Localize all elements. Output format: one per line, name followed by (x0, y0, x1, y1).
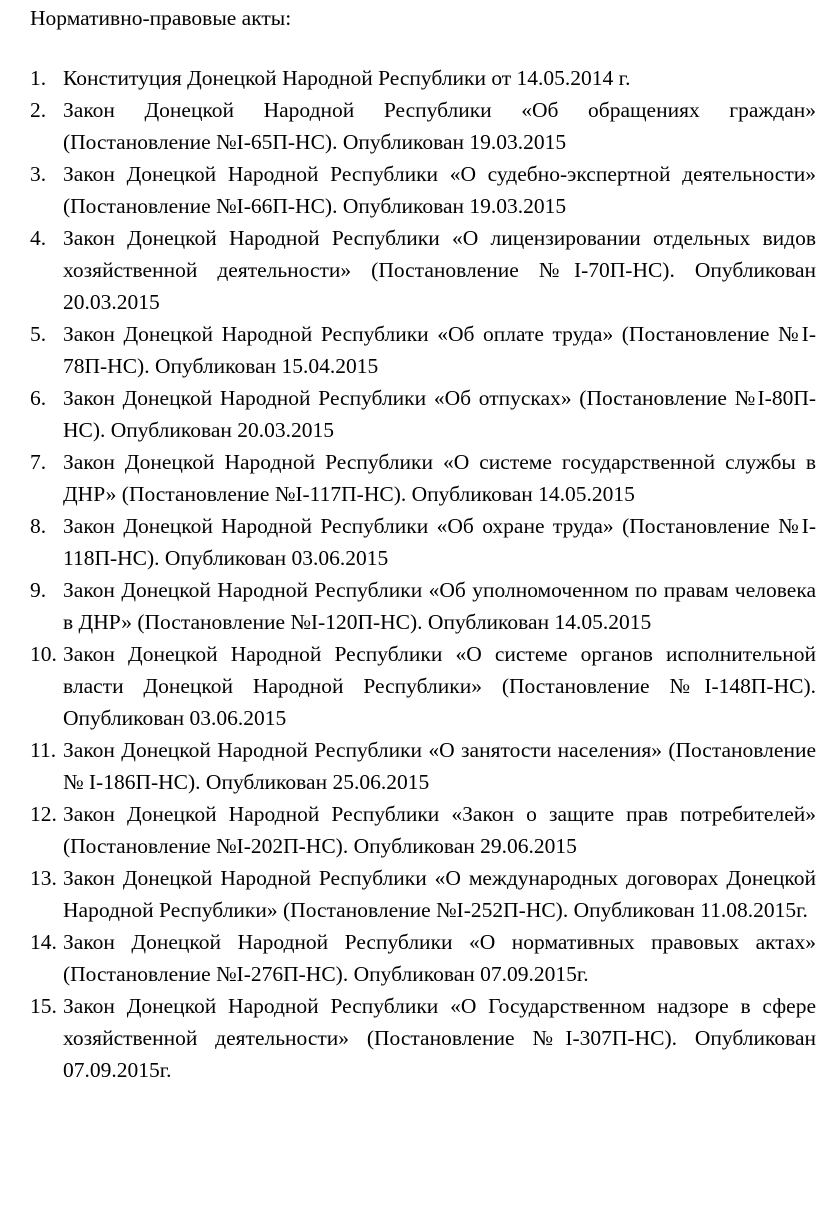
list-item (30, 926, 816, 990)
list-item-text: Закон Донецкой Народной Республики «О судебно-экспертной деятельности» (Постановление №I-66П-НС). Опубликован 19.03.2015 (63, 162, 816, 218)
list-item-text: Закон Донецкой Народной Республики «Об охране труда» (Постановление №I-118П-НС). Опубликован 03.06.2015 (63, 514, 816, 570)
list-item-text: Закон Донецкой Народной Республики «О Государственном надзоре в сфере хозяйственной деятельности» (Постановление №I-307П-НС). Опубликован 07.09.2015г. (63, 994, 816, 1082)
list-item-number: 6. (30, 386, 47, 410)
list-item-number: 1. (30, 66, 47, 90)
list-item-number: 8. (30, 514, 47, 538)
list-item-text: Закон Донецкой Народной Республики «Об отпусках» (Постановление №I-80П-НС). Опубликован 20.03.2015 (63, 386, 816, 442)
document-heading: Нормативно-правовые акты: (30, 6, 292, 30)
list-item-text: Закон Донецкой Народной Республики «О системе государственной службы в ДНР» (Постановление №I-117П-НС). Опубликован 14.05.2015 (63, 450, 816, 506)
list-item-number: 12. (30, 802, 57, 826)
list-item-text: Закон Донецкой Народной Республики «Об оплате труда» (Постановление №I-78П-НС). Опубликован 15.04.2015 (63, 322, 816, 378)
list-item-number: 11. (30, 738, 57, 762)
list-item (30, 318, 816, 382)
list-item-number: 13. (30, 866, 57, 890)
list-item-number: 4. (30, 226, 47, 250)
list-item-text: Закон Донецкой Народной Республики «О нормативных правовых актах» (Постановление №I-276П-НС). Опубликован 07.09.2015г. (63, 930, 816, 986)
legal-acts-list (30, 62, 816, 1086)
list-item (30, 574, 816, 638)
list-item-text: Закон Донецкой Народной Республики «О системе органов исполнительной власти Донецкой Народной Республики» (Постановление №I-148П-НС). Опубликован 03.06.2015 (63, 642, 816, 730)
list-item-number: 10. (30, 642, 57, 666)
list-item (30, 990, 816, 1086)
list-item-number: 15. (30, 994, 57, 1018)
list-item (30, 382, 816, 446)
list-item-number: 14. (30, 930, 57, 954)
list-item-text: Закон Донецкой Народной Республики «О занятости населения» (Постановление № I-186П-НС). Опубликован 25.06.2015 (63, 738, 816, 794)
list-item (30, 798, 816, 862)
list-item (30, 94, 816, 158)
list-item-number: 2. (30, 98, 47, 122)
list-item (30, 222, 816, 318)
list-item (30, 734, 816, 798)
list-item-number: 9. (30, 578, 47, 602)
list-item-text: Закон Донецкой Народной Республики «Закон о защите прав потребителей» (Постановление №I-202П-НС). Опубликован 29.06.2015 (63, 802, 816, 858)
list-item-text: Закон Донецкой Народной Республики «О лицензировании отдельных видов хозяйственной деятельности» (Постановление №I-70П-НС). Опубликован 20.03.2015 (63, 226, 816, 314)
list-item-text: Конституция Донецкой Народной Республики от 14.05.2014 г. (63, 66, 631, 90)
list-item (30, 510, 816, 574)
list-item (30, 62, 816, 94)
list-item (30, 638, 816, 734)
list-item (30, 862, 816, 926)
list-item-text: Закон Донецкой Народной Республики «Об уполномоченном по правам человека в ДНР» (Постановление №I-120П-НС). Опубликован 14.05.2015 (63, 578, 816, 634)
list-item-number: 3. (30, 162, 47, 186)
list-item-text: Закон Донецкой Народной Республики «О международных договорах Донецкой Народной Республики» (Постановление №I-252П-НС). Опубликован 11.08.2015г. (63, 866, 816, 922)
list-item-number: 5. (30, 322, 47, 346)
list-item (30, 158, 816, 222)
list-item-text: Закон Донецкой Народной Республики «Об обращениях граждан» (Постановление №I-65П-НС). Опубликован 19.03.2015 (63, 98, 816, 154)
list-item-number: 7. (30, 450, 47, 474)
list-item (30, 446, 816, 510)
